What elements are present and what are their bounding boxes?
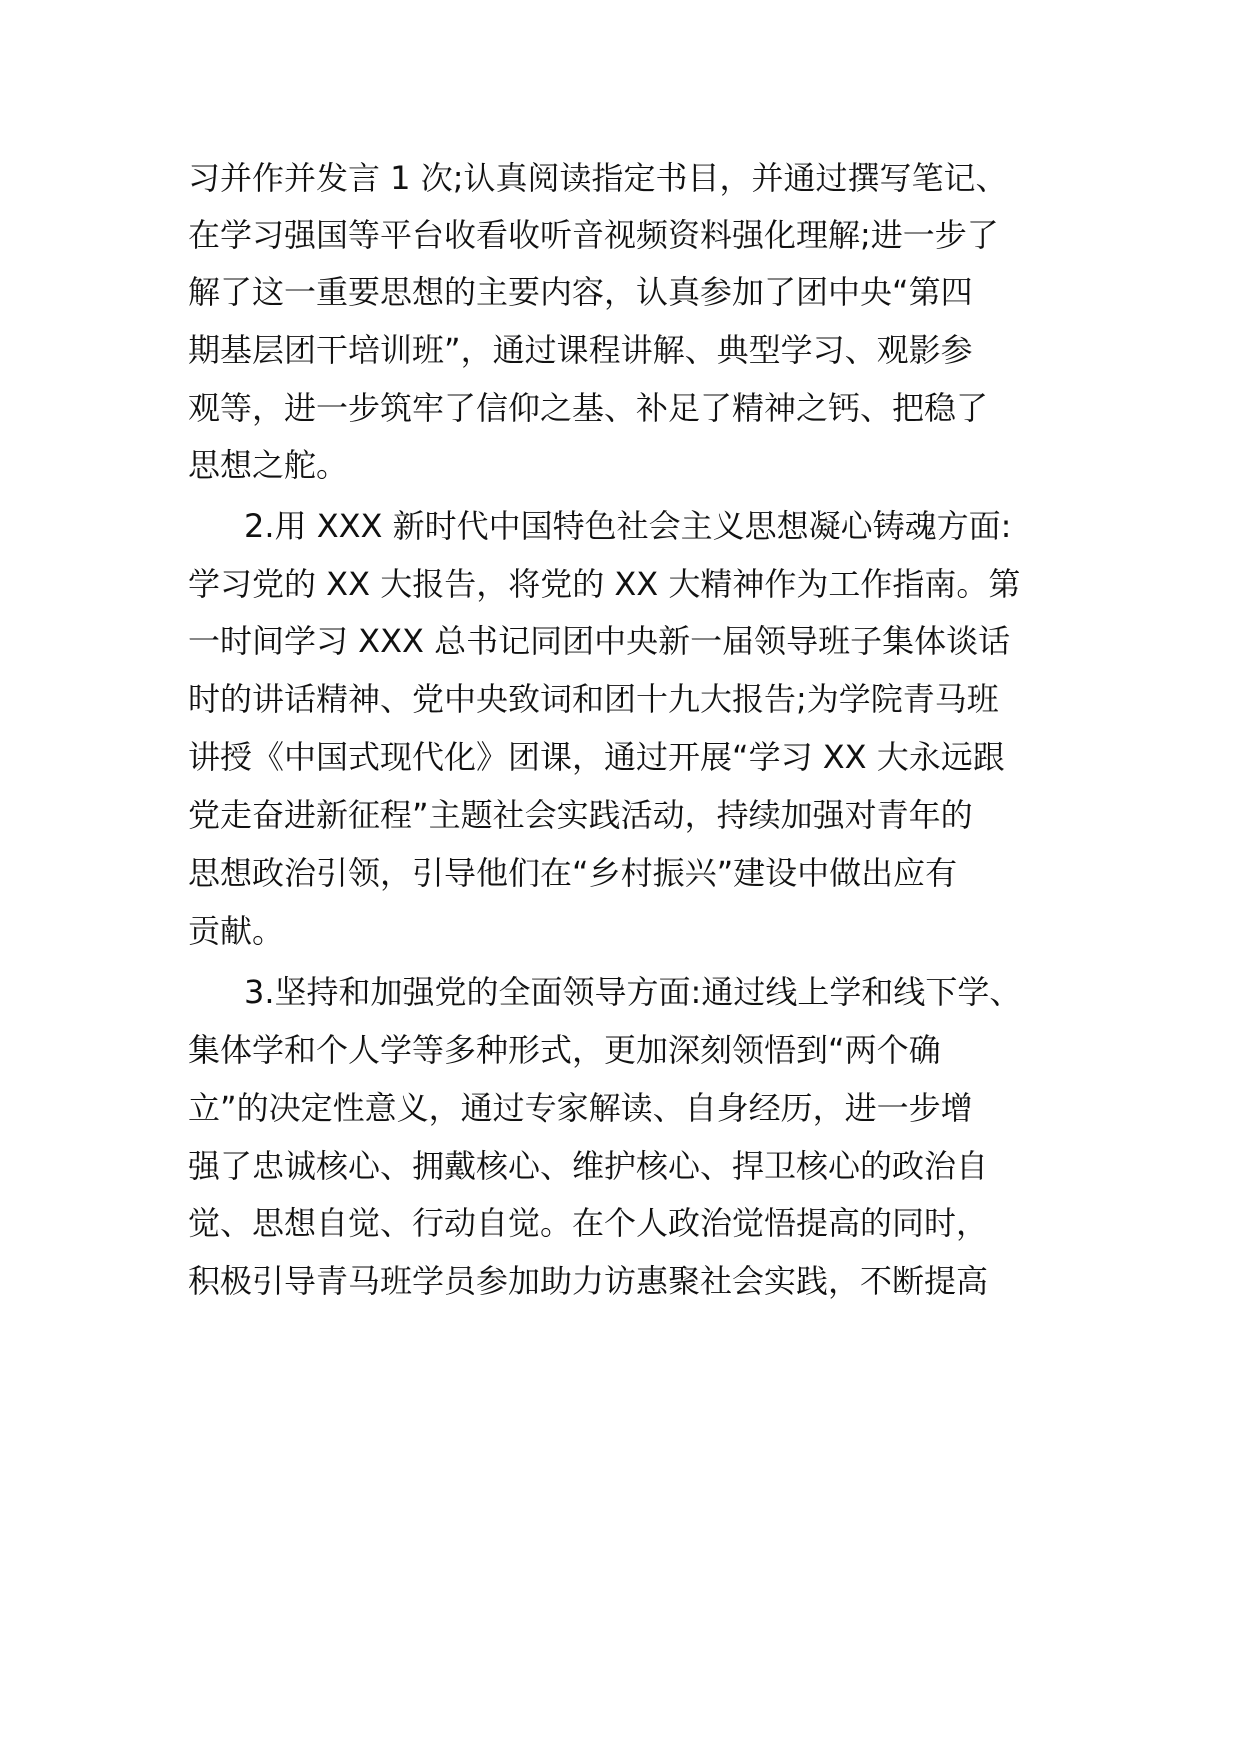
text-line: 解了这一重要思想的主要内容，认真参加了团中央“第四 — [188, 273, 973, 311]
text-line: 期基层团干培训班”，通过课程讲解、典型学习、观影参 — [188, 331, 973, 369]
text-line: 学习党的 XX 大报告，将党的 XX 大精神作为工作指南。第 — [188, 565, 1021, 603]
text-line: 贡献。 — [188, 912, 285, 950]
text-line: 积极引导青马班学员参加助力访惠聚社会实践，不断提高 — [188, 1262, 989, 1300]
text-line: 一时间学习 XXX 总书记同团中央新一届领导班子集体谈话 — [188, 622, 1011, 660]
text-line: 强了忠诚核心、拥戴核心、维护核心、捍卫核心的政治自 — [188, 1147, 989, 1185]
text-line: 党走奋进新征程”主题社会实践活动，持续加强对青年的 — [188, 796, 973, 834]
text-line: 在学习强国等平台收看收听音视频资料强化理解;进一步了 — [188, 216, 999, 254]
text-line: 觉、思想自觉、行动自觉。在个人政治觉悟提高的同时， — [188, 1204, 989, 1242]
text-line: 讲授《中国式现代化》团课，通过开展“学习 XX 大永远跟 — [188, 738, 1005, 776]
paragraph-heading-3: 3.坚持和加强党的全面领导方面:通过线上学和线下学、 — [244, 973, 1022, 1011]
text-line: 习并作并发言 1 次;认真阅读指定书目，并通过撰写笔记、 — [188, 159, 1008, 197]
paragraph-heading-2: 2.用 XXX 新时代中国特色社会主义思想凝心铸魂方面: — [244, 507, 1012, 545]
text-line: 思想之舵。 — [188, 446, 349, 484]
text-line: 思想政治引领，引导他们在“乡村振兴”建设中做出应有 — [188, 854, 958, 892]
text-line: 立”的决定性意义，通过专家解读、自身经历，进一步增 — [188, 1089, 973, 1127]
text-line: 观等，进一步筑牢了信仰之基、补足了精神之钙、把稳了 — [188, 389, 989, 427]
text-line: 时的讲话精神、党中央致词和团十九大报告;为学院青马班 — [188, 680, 999, 718]
text-line: 集体学和个人学等多种形式，更加深刻领悟到“两个确 — [188, 1031, 941, 1069]
